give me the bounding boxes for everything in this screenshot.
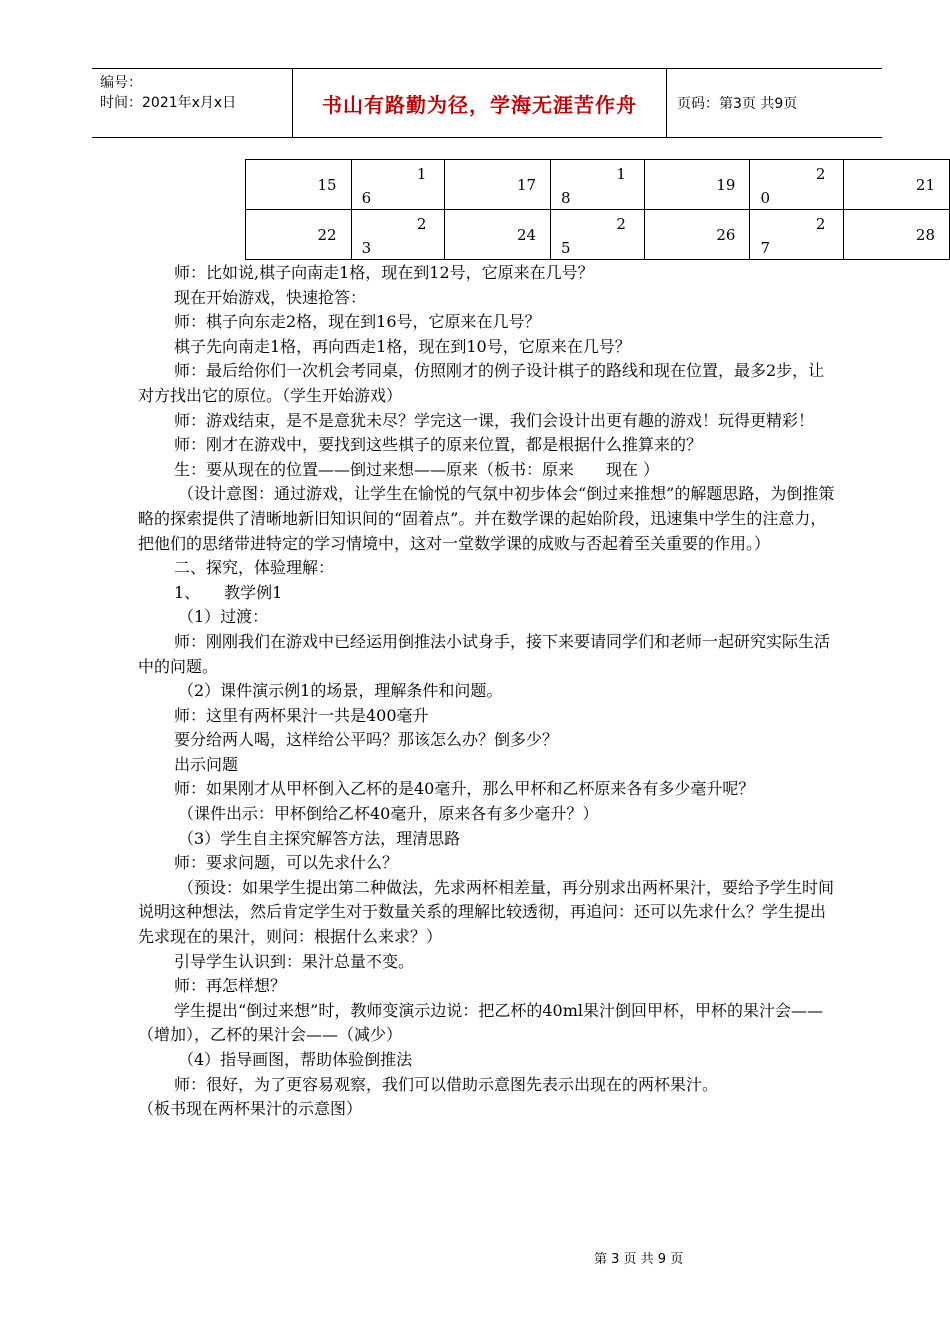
grid-cell-digit-bottom: 6 [361, 189, 372, 207]
paragraph: （2）课件演示例1的场景，理解条件和问题。 [178, 681, 503, 701]
paragraph: 师：棋子向东走2格，现在到16号，它原来在几号？ [174, 312, 541, 332]
paragraph: 师：刚刚我们在游戏中已经运用倒推法小试身手，接下来要请同学们和老师一起研究实际生活中的问题。 [138, 631, 831, 676]
paragraph: （设计意图：通过游戏，让学生在愉悦的气氛中初步体会“倒过来推想”的解题思路，为倒推策略的探索提供了清晰地新旧知识间的“固着点”。并在数学课的起始阶段，迅速集中学生的注意力，把他们的思绪带进特定的学习情境中，这对一堂数学课的成败与否起着至关重要的作用。） [138, 484, 835, 553]
paragraph: 师：再怎样想？ [174, 976, 287, 996]
grid-cell-digit-bottom: 0 [760, 189, 771, 207]
grid-cell [750, 210, 844, 260]
grid-cell: 24 [445, 210, 551, 260]
grid-cell [351, 160, 445, 210]
paragraph: 师：刚才在游戏中，要找到这些棋子的原来位置，都是根据什么推算来的？ [174, 435, 703, 455]
header-page-info: 页码：第3页 共9页 [677, 96, 798, 112]
grid-cell-digit-top: 1 [616, 165, 626, 183]
paragraph: 师：如果刚才从甲杯倒入乙杯的是40毫升，那么甲杯和乙杯原来各有多少毫升呢？ [174, 779, 755, 799]
grid-cell-digit-top: 2 [815, 215, 826, 233]
grid-cell: 15 [246, 160, 352, 210]
paragraph: 师：很好，为了更容易观察，我们可以借助示意图先表示出现在的两杯果汁。 [174, 1074, 719, 1094]
header-motto: 书山有路勤为径，学海无涯苦作舟 [293, 69, 667, 137]
grid-cell: 17 [445, 160, 551, 210]
page-header [92, 68, 882, 138]
paragraph: （预设：如果学生提出第二种做法，先求两杯相差量，再分别求出两杯果汁，要给予学生时间说明这种想法，然后肯定学生对于数量关系的理解比较透彻，再追问：还可以先求什么？学生提出先求现在的果汁，则问：根据什么来求？） [138, 877, 835, 947]
grid-cell: 21 [844, 160, 950, 210]
paragraph: 生：要从现在的位置——倒过来想——原来（板书：原来 现在 ） [174, 459, 660, 479]
subsection-heading: 1、 教学例1 [174, 582, 283, 602]
paragraph: （4）指导画图，帮助体验倒推法 [178, 1050, 413, 1069]
grid-cell [551, 160, 645, 210]
lesson-body-text [138, 261, 838, 1122]
grid-cell-digit-bottom: 8 [561, 189, 571, 207]
grid-cell: 22 [246, 210, 352, 260]
chessboard-number-grid [245, 159, 950, 260]
paragraph: 棋子先向南走1格，再向西走1格，现在到10号，它原来在几号？ [174, 336, 631, 356]
paragraph: 师：要求问题，可以先求什么？ [174, 853, 399, 873]
paragraph: （课件出示：甲杯倒给乙杯40毫升，原来各有多少毫升？） [178, 804, 599, 824]
paragraph: 师：这里有两杯果汁一共是400毫升 [174, 705, 429, 725]
grid-row [246, 210, 950, 260]
grid-cell-digit-top: 2 [616, 215, 626, 233]
paragraph: 现在开始游戏，快速抢答： [174, 287, 367, 307]
paragraph: （1）过渡： [178, 607, 269, 627]
grid-row [246, 160, 950, 210]
grid-cell [551, 210, 645, 260]
section-heading: 二、探究，体验理解： [174, 558, 335, 578]
grid-cell [750, 160, 844, 210]
paragraph: 出示问题 [174, 754, 239, 774]
grid-cell [351, 210, 445, 260]
paragraph: 要分给两人喝，这样给公平吗？那该怎么办？倒多少？ [174, 730, 559, 750]
document-number-label: 编号： [100, 75, 142, 91]
grid-cell: 26 [644, 210, 750, 260]
header-meta [92, 69, 293, 137]
paragraph: 学生提出“倒过来想”时，教师变演示边说：把乙杯的40ml果汁倒回甲杯，甲杯的果汁会——（增加），乙杯的果汁会——（减少） [138, 1000, 824, 1045]
grid-cell: 19 [644, 160, 750, 210]
grid-cell-digit-bottom: 3 [361, 239, 372, 257]
grid-cell: 28 [844, 210, 950, 260]
paragraph: （板书现在两杯果汁的示意图） [138, 1099, 363, 1119]
grid-cell-digit-bottom: 5 [561, 239, 571, 257]
grid-cell-digit-top: 2 [815, 165, 826, 183]
grid-cell-digit-top: 1 [416, 165, 427, 183]
paragraph: 引导学生认识到：果汁总量不变。 [174, 951, 415, 971]
page-footer: 第 3 页 共 9 页 [594, 1252, 684, 1267]
paragraph: （3）学生自主探究解答方法，理清思路 [178, 828, 461, 848]
grid-cell-digit-top: 2 [416, 215, 427, 233]
paragraph: 师：游戏结束，是不是意犹未尽？学完这一课，我们会设计出更有趣的游戏！玩得更精彩！ [174, 410, 815, 430]
document-time: 时间：2021年x月x日 [100, 95, 237, 111]
paragraph: 师：比如说,棋子向南走1格，现在到12号，它原来在几号？ [174, 263, 594, 282]
paragraph: 师：最后给你们一次机会考同桌，仿照刚才的例子设计棋子的路线和现在位置，最多2步，让对方找出它的原位。（学生开始游戏） [138, 361, 825, 405]
grid-cell-digit-bottom: 7 [760, 239, 771, 257]
